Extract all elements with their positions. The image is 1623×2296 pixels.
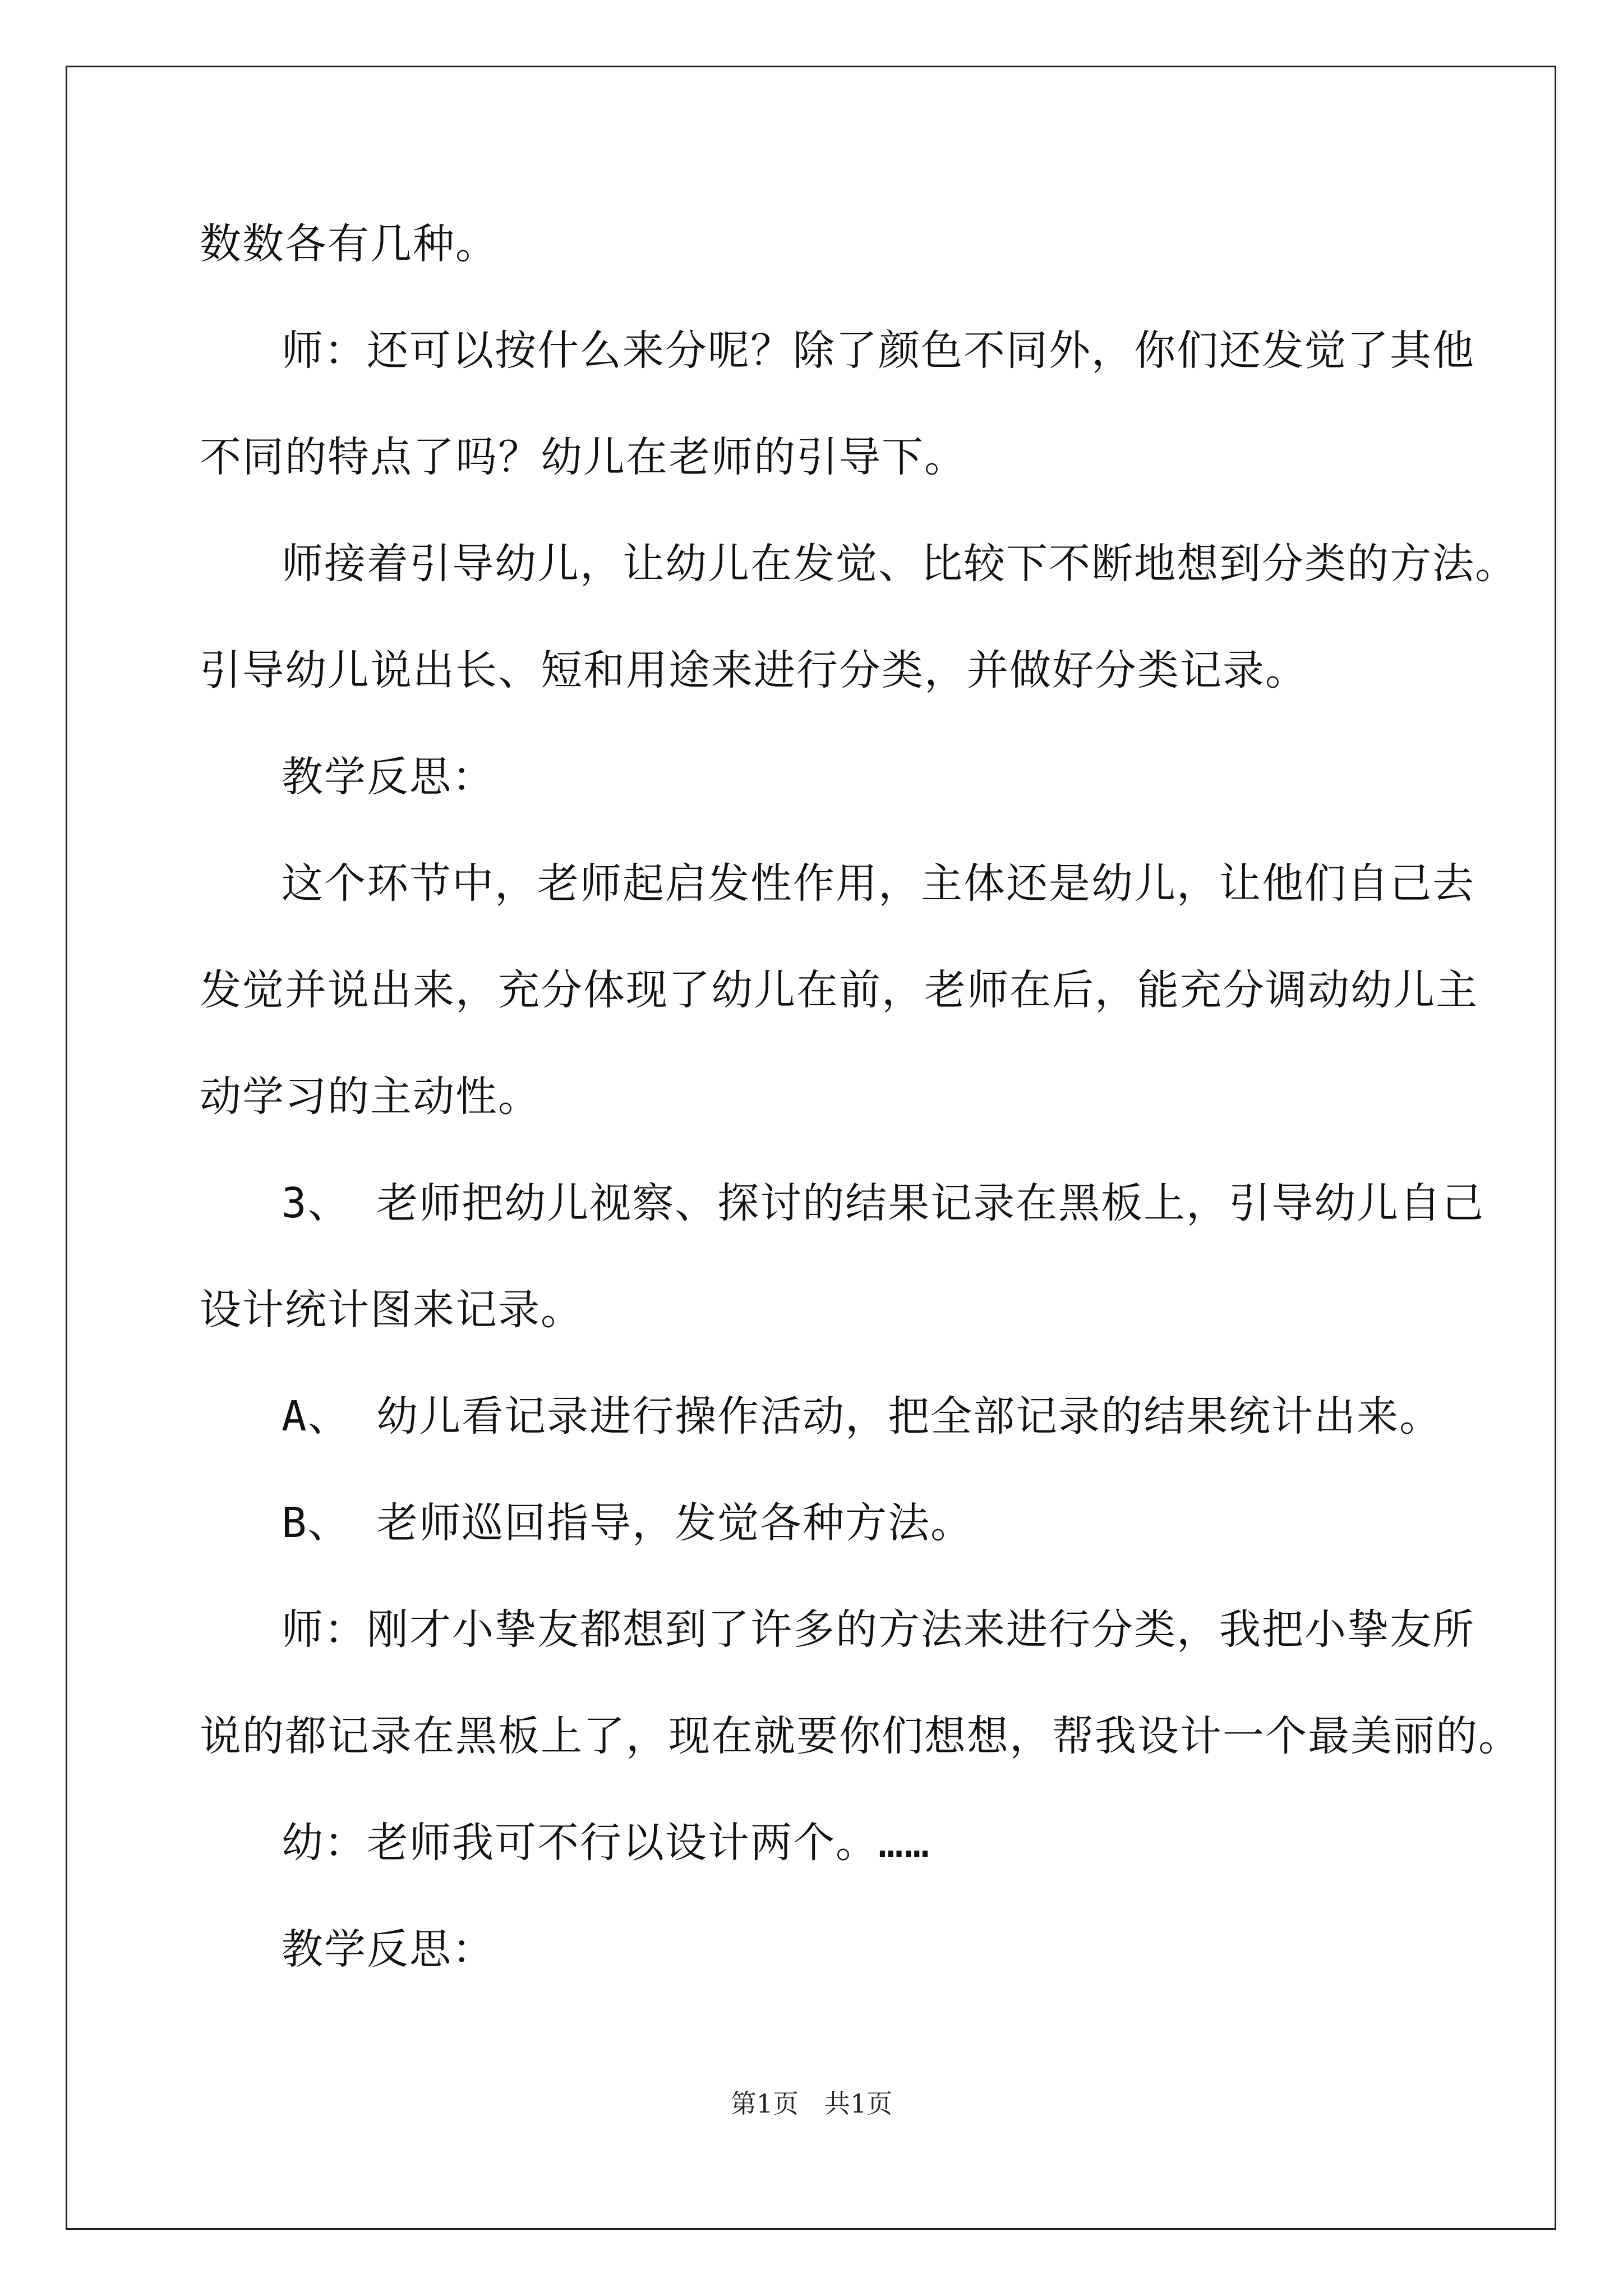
text-line: 师：刚才小挚友都想到了许多的方法来进行分类，我把小挚友所 <box>282 1605 1475 1654</box>
section-heading: 教学反思： <box>282 1925 495 1973</box>
text-line: 3、 老师把幼儿视察、探讨的结果记录在黑板上，引导幼儿自己 <box>282 1179 1485 1227</box>
text-line: A、 幼儿看记录进行操作活动，把全部记录的结果统计出来。 <box>282 1392 1442 1441</box>
text-line: 师：还可以按什么来分呢？除了颜色不同外，你们还发觉了其他 <box>282 326 1475 375</box>
text-line: 幼：老师我可不行以设计两个。…… <box>282 1819 931 1867</box>
text-line: 数数各有几种。 <box>200 220 498 268</box>
page-border <box>66 66 1556 2230</box>
section-heading: 教学反思： <box>282 753 495 801</box>
text-line: 设计统计图来记录。 <box>200 1286 583 1334</box>
text-line: 引导幼儿说出长、短和用途来进行分类，并做好分类记录。 <box>200 646 1308 694</box>
text-line: 发觉并说出来，充分体现了幼儿在前，老师在后，能充分调动幼儿主 <box>200 966 1478 1014</box>
text-line: 不同的特点了吗？幼儿在老师的引导下。 <box>200 433 967 481</box>
text-line: B、 老师巡回指导，发觉各种方法。 <box>282 1499 974 1547</box>
text-line: 师接着引导幼儿，让幼儿在发觉、比较下不断地想到分类的方法。 <box>282 540 1518 588</box>
page-number: 第1页 共1页 <box>730 2088 893 2119</box>
text-line: 说的都记录在黑板上了，现在就要你们想想，帮我设计一个最美丽的。 <box>200 1712 1521 1760</box>
text-line: 动学习的主动性。 <box>200 1073 541 1121</box>
text-line: 这个环节中，老师起启发性作用，主体还是幼儿，让他们自己去 <box>282 859 1475 908</box>
